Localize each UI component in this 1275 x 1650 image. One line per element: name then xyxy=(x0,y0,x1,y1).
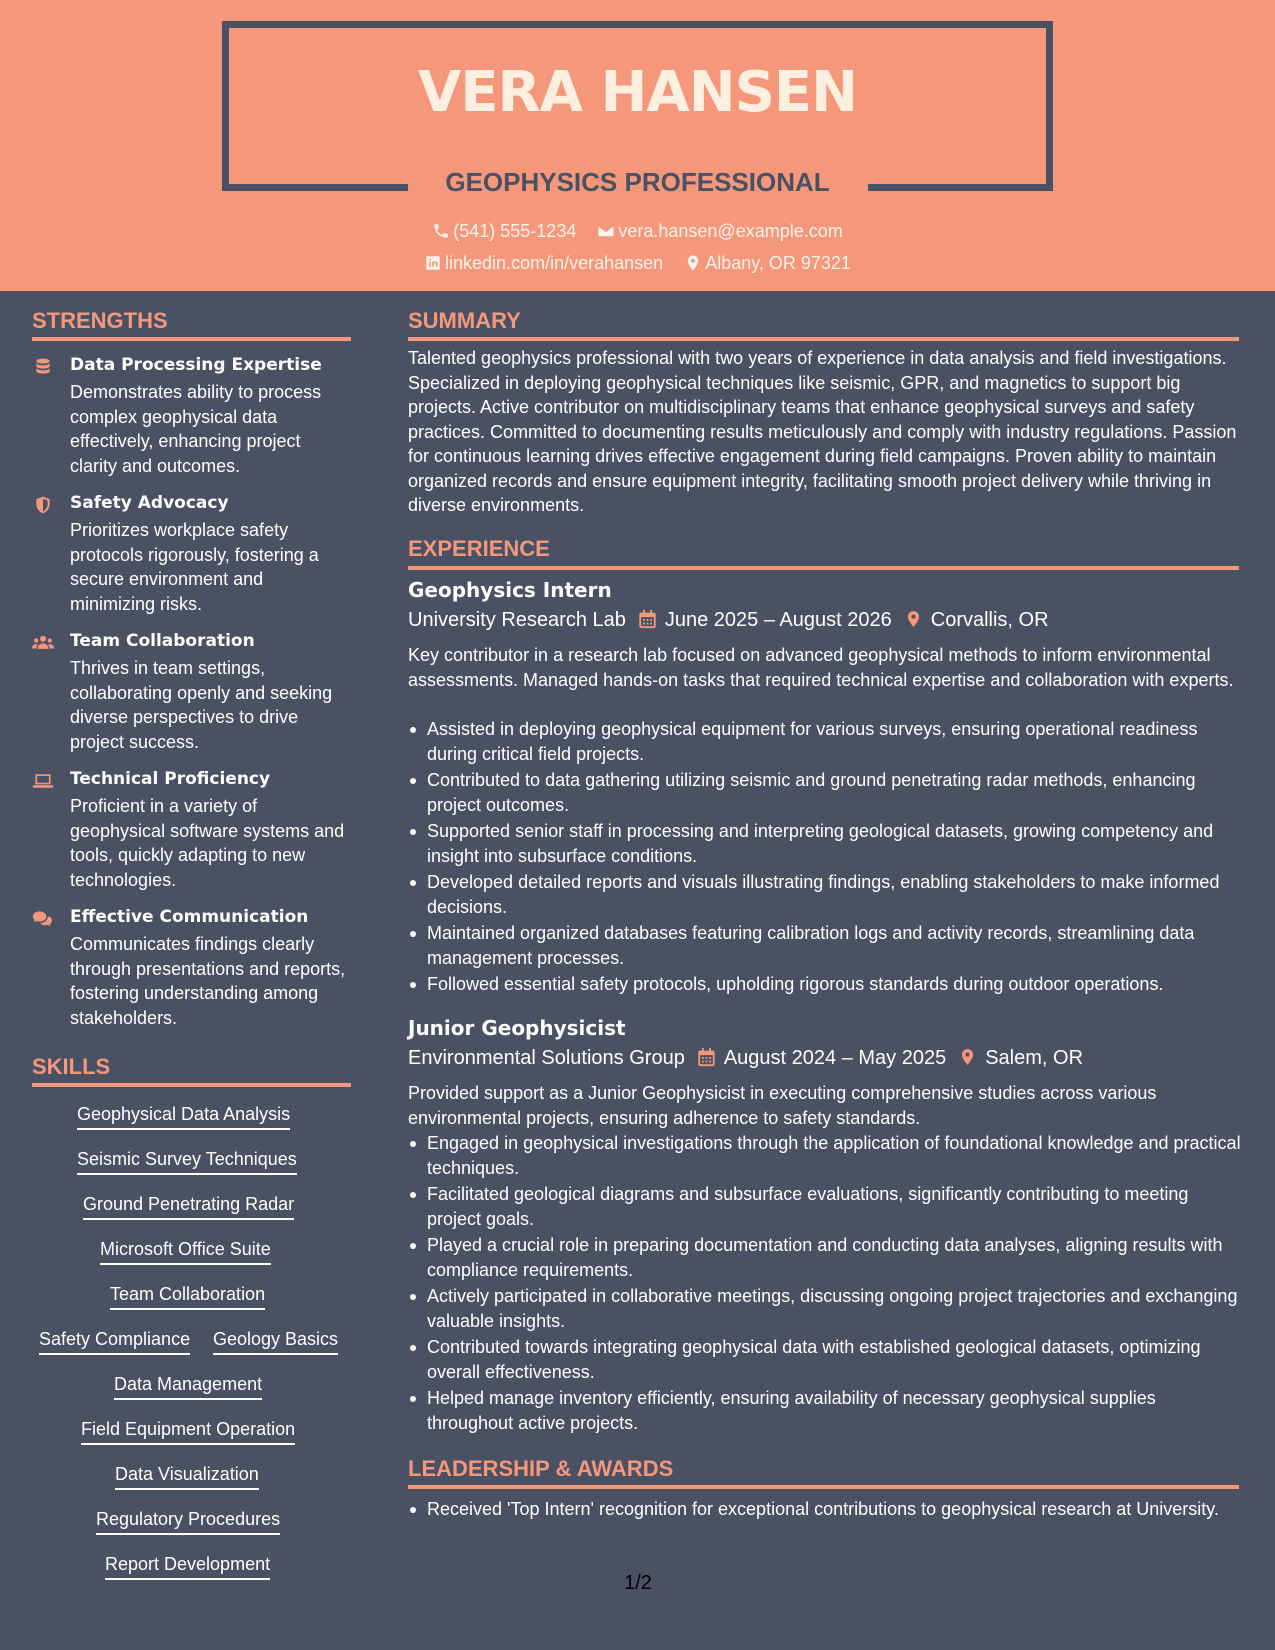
strength-description: Prioritizes workplace safety protocols rigorously, fostering a secure environment and minimizing risks. xyxy=(70,520,319,614)
job-bullet: Developed detailed reports and visuals illustrating findings, enabling stakeholders to make informed decisions. xyxy=(408,870,1243,919)
strength-title: Safety Advocacy xyxy=(70,493,229,513)
linkedin-text: linkedin.com/in/verahansen xyxy=(445,253,664,273)
skills-rule xyxy=(32,1083,351,1087)
job-bullet: Supported senior staff in processing and interpreting geological datasets, growing competency and insight into subsurface conditions. xyxy=(408,819,1243,868)
calendar-icon xyxy=(638,609,657,629)
job-bullet: Helped manage inventory efficiently, ensuring availability of necessary geophysical supplies throughout active projects. xyxy=(408,1386,1243,1435)
skill-tag: Data Management xyxy=(114,1374,262,1400)
award-item: Received 'Top Intern' recognition for exceptional contributions to geophysical research at University. xyxy=(408,1497,1243,1522)
envelope-icon xyxy=(597,222,615,240)
database-icon xyxy=(32,357,56,377)
resume-header xyxy=(0,0,1275,291)
job-title: Junior Geophysicist xyxy=(408,1016,626,1040)
job-bullet-list xyxy=(408,717,1243,999)
skill-tag: Data Visualization xyxy=(115,1464,259,1490)
phone-text: (541) 555-1234 xyxy=(453,221,577,241)
users-icon xyxy=(32,633,56,653)
contact-email[interactable] xyxy=(597,221,842,242)
awards-rule xyxy=(408,1485,1239,1489)
summary-text: Talented geophysics professional with two years of experience in data analysis and field investigations. Specialized in deploying geophysical techniques like seismic, GPR, and magnetics to support big projects. Active contributor on multidisciplinary teams that enhance geophysical surveys and safety practices. Committed to documenting results meticulously and comply with industry regulations. Passion for continuous learning drives effective engagement during field campaigns. Proven ability to maintain organized records and ensure equipment integrity, facilitating smooth project delivery while thriving in diverse environments. xyxy=(408,348,1237,515)
job-description: Provided support as a Junior Geophysicist in executing comprehensive studies across various environmental projects, ensuring adherence to safety standards. xyxy=(408,1083,1157,1128)
job-bullet: Actively participated in collaborative meetings, discussing ongoing project trajectories and exchanging valuable insights. xyxy=(408,1284,1243,1333)
strengths-heading: STRENGTHS xyxy=(32,308,168,333)
job-company: University Research Lab xyxy=(408,609,626,631)
skill-tag: Safety Compliance xyxy=(39,1329,190,1355)
location-text: Albany, OR 97321 xyxy=(705,253,851,273)
skill-tag: Ground Penetrating Radar xyxy=(83,1194,294,1220)
contact-linkedin[interactable] xyxy=(424,253,663,274)
shield-icon xyxy=(32,495,56,515)
candidate-title: GEOPHYSICS PROFESSIONAL xyxy=(445,167,830,197)
strength-description: Demonstrates ability to process complex geophysical data effectively, enhancing project clarity and outcomes. xyxy=(70,382,322,476)
skill-tag: Geophysical Data Analysis xyxy=(77,1104,290,1130)
strength-title: Technical Proficiency xyxy=(70,769,271,789)
frame-border-top xyxy=(222,21,1053,28)
contact-row-1 xyxy=(0,221,1275,242)
job-bullet: Facilitated geological diagrams and subsurface evaluations, significantly contributing to meeting project goals. xyxy=(408,1182,1243,1231)
laptop-icon xyxy=(32,771,56,791)
job-bullet: Followed essential safety protocols, upholding rigorous standards during outdoor operations. xyxy=(408,972,1243,997)
experience-rule xyxy=(408,566,1239,570)
job-description: Key contributor in a research lab focused on advanced geophysical methods to inform environmental assessments. Managed hands-on tasks that required technical expertise and collaboration with experts. xyxy=(408,645,1234,690)
strength-title: Effective Communication xyxy=(70,907,309,927)
phone-icon xyxy=(432,222,450,240)
job-meta xyxy=(408,1047,1083,1070)
map-pin-icon xyxy=(684,254,702,272)
awards-list xyxy=(408,1497,1243,1524)
skill-tag: Microsoft Office Suite xyxy=(100,1239,271,1265)
summary-rule xyxy=(408,337,1239,341)
skills-heading: SKILLS xyxy=(32,1054,111,1079)
skill-tag: Regulatory Procedures xyxy=(96,1509,280,1535)
skill-tag: Geology Basics xyxy=(213,1329,338,1355)
candidate-name: VERA HANSEN xyxy=(417,60,858,125)
strengths-rule xyxy=(32,337,351,341)
contact-phone[interactable] xyxy=(432,221,576,242)
calendar-icon xyxy=(697,1047,716,1067)
email-text: vera.hansen@example.com xyxy=(618,221,843,241)
job-bullet: Assisted in deploying geophysical equipment for various surveys, ensuring operational readiness during critical field projects. xyxy=(408,717,1243,766)
job-title: Geophysics Intern xyxy=(408,578,612,602)
map-pin-icon xyxy=(958,1047,977,1067)
page-number: 1/2 xyxy=(624,1572,652,1594)
skill-tag: Seismic Survey Techniques xyxy=(77,1149,297,1175)
skill-tag: Team Collaboration xyxy=(110,1284,265,1310)
contact-row-2 xyxy=(0,253,1275,274)
job-bullet: Played a crucial role in preparing documentation and conducting data analyses, aligning results with compliance requirements. xyxy=(408,1233,1243,1282)
comments-icon xyxy=(32,909,56,929)
map-pin-icon xyxy=(904,609,923,629)
job-dates: June 2025 – August 2026 xyxy=(664,609,892,631)
strength-title: Data Processing Expertise xyxy=(70,355,322,375)
strength-description: Communicates findings clearly through presentations and reports, fostering understanding among stakeholders. xyxy=(70,934,346,1028)
skill-tag: Field Equipment Operation xyxy=(81,1419,295,1445)
strength-description: Thrives in team settings, collaborating openly and seeking diverse perspectives to drive project success. xyxy=(70,658,333,752)
job-meta xyxy=(408,609,1049,632)
job-location: Salem, OR xyxy=(985,1047,1084,1069)
job-company: Environmental Solutions Group xyxy=(408,1047,685,1069)
job-bullet: Contributed towards integrating geophysical data with established geological datasets, optimizing overall effectiveness. xyxy=(408,1335,1243,1384)
job-bullet: Engaged in geophysical investigations through the application of foundational knowledge and practical techniques. xyxy=(408,1131,1243,1180)
contact-location xyxy=(684,253,851,274)
skill-tag: Report Development xyxy=(105,1554,270,1580)
summary-heading: SUMMARY xyxy=(408,308,521,333)
linkedin-icon xyxy=(424,254,442,272)
job-bullet-list xyxy=(408,1131,1243,1437)
strength-description: Proficient in a variety of geophysical software systems and tools, quickly adapting to new technologies. xyxy=(70,796,345,890)
job-dates: August 2024 – May 2025 xyxy=(723,1047,947,1069)
experience-heading: EXPERIENCE xyxy=(408,536,550,561)
job-location: Corvallis, OR xyxy=(930,609,1049,631)
strength-title: Team Collaboration xyxy=(70,631,255,651)
job-bullet: Maintained organized databases featuring calibration logs and activity records, streamlining data management processes. xyxy=(408,921,1243,970)
awards-heading: LEADERSHIP & AWARDS xyxy=(408,1456,674,1481)
job-bullet: Contributed to data gathering utilizing seismic and ground penetrating radar methods, enhancing project outcomes. xyxy=(408,768,1243,817)
